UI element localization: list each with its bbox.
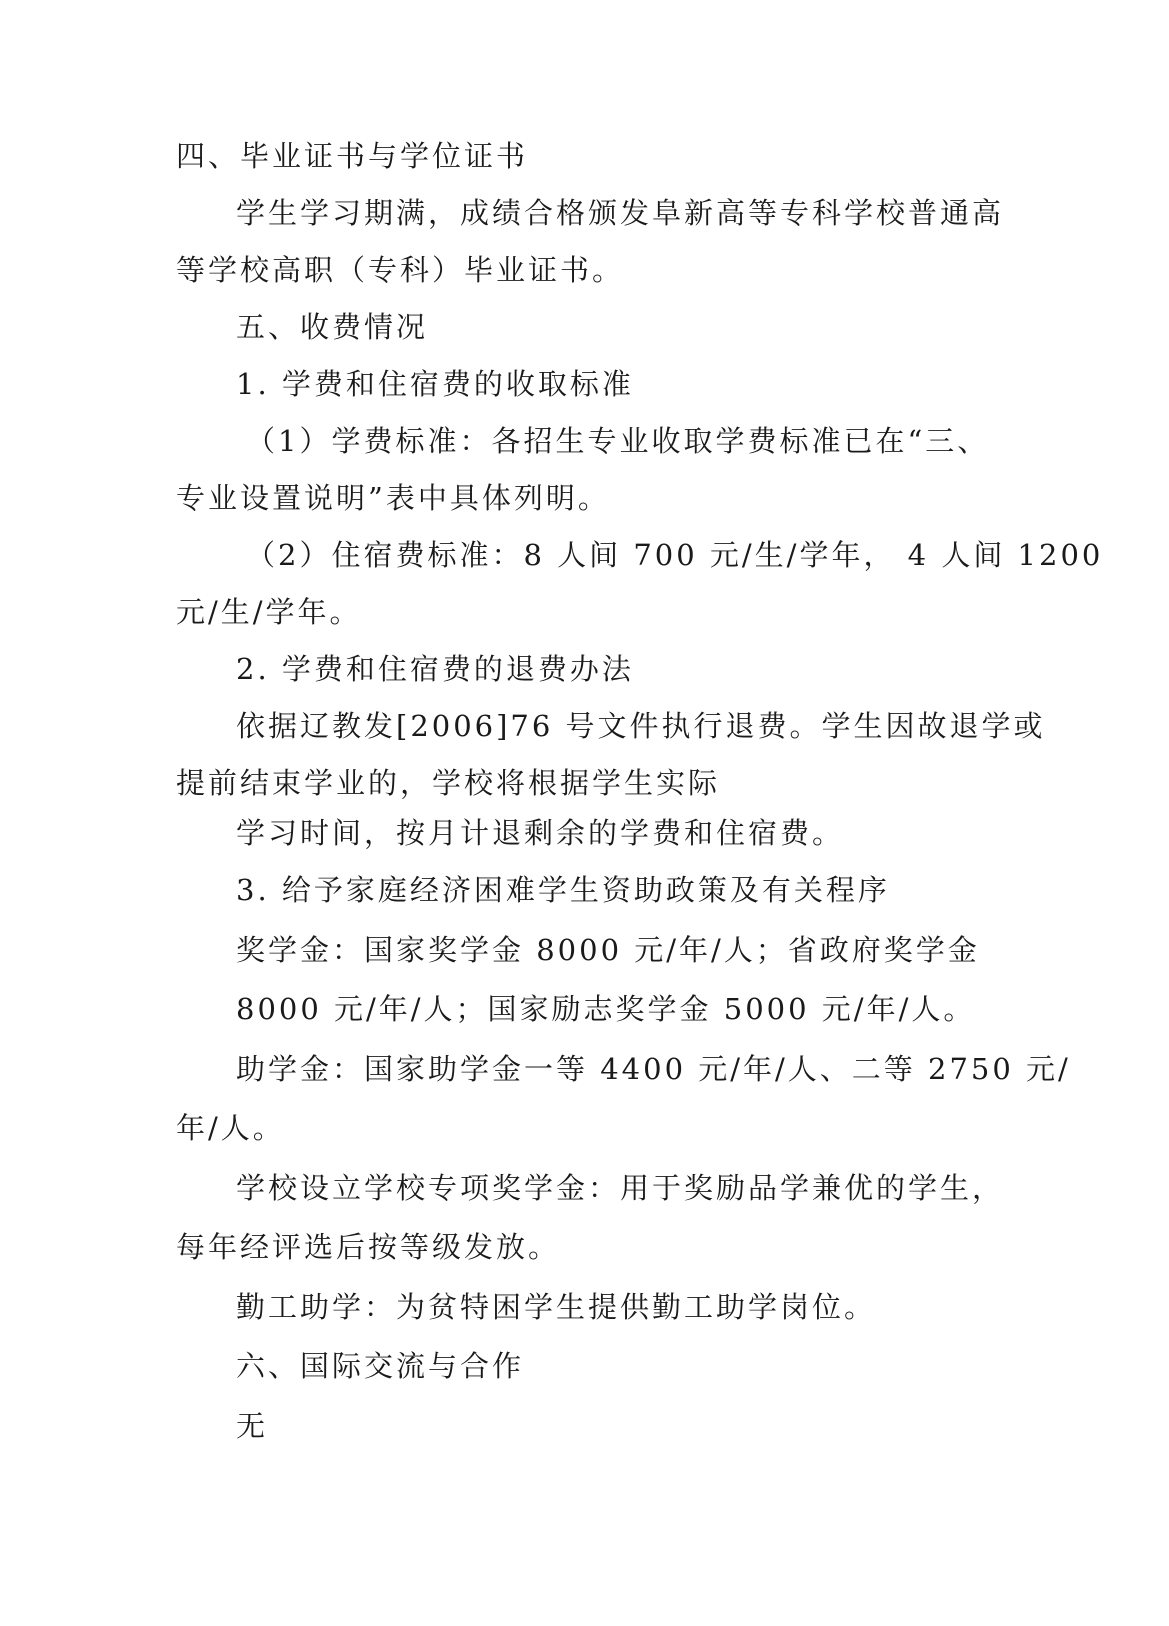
subheading-financial-aid: 3. 给予家庭经济困难学生资助政策及有关程序 — [236, 873, 890, 907]
paragraph-line: 学生学习期满，成绩合格颁发阜新高等专科学校普通高 — [236, 196, 1005, 230]
paragraph-line: 学习时间，按月计退剩余的学费和住宿费。 — [236, 816, 845, 850]
paragraph-line: 年/人。 — [176, 1111, 285, 1145]
subheading-fee-standards: 1. 学费和住宿费的收取标准 — [236, 367, 634, 401]
paragraph-line: 学校设立学校专项奖学金：用于奖励品学兼优的学生， — [236, 1171, 1005, 1205]
paragraph-line: 依据辽教发[2006]76 号文件执行退费。学生因故退学或 — [236, 709, 1046, 743]
paragraph-line: 奖学金：国家奖学金 8000 元/年/人；省政府奖学金 — [236, 933, 980, 967]
paragraph-line: 提前结束学业的，学校将根据学生实际 — [176, 766, 721, 800]
subheading-refund: 2. 学费和住宿费的退费办法 — [236, 652, 634, 686]
paragraph-line: 无 — [236, 1409, 269, 1443]
paragraph-line: （1）学费标准：各招生专业收取学费标准已在“三、 — [246, 424, 990, 458]
paragraph-line: 元/生/学年。 — [176, 595, 362, 629]
section-heading-fees: 五、收费情况 — [236, 310, 429, 344]
paragraph-line: 勤工助学：为贫特困学生提供勤工助学岗位。 — [236, 1290, 877, 1324]
paragraph-line: 等学校高职（专科）毕业证书。 — [176, 253, 625, 287]
paragraph-line: 助学金：国家助学金一等 4400 元/年/人、二等 2750 元/ — [236, 1052, 1071, 1086]
section-heading-international: 六、国际交流与合作 — [236, 1349, 525, 1383]
paragraph-line: （2）住宿费标准：8 人间 700 元/生/学年， 4 人间 1200 — [246, 538, 1104, 572]
paragraph-line: 专业设置说明”表中具体列明。 — [176, 481, 610, 515]
section-heading-certificates: 四、毕业证书与学位证书 — [176, 139, 529, 173]
paragraph-line: 每年经评选后按等级发放。 — [176, 1230, 561, 1264]
paragraph-line: 8000 元/年/人；国家励志奖学金 5000 元/年/人。 — [236, 992, 976, 1026]
